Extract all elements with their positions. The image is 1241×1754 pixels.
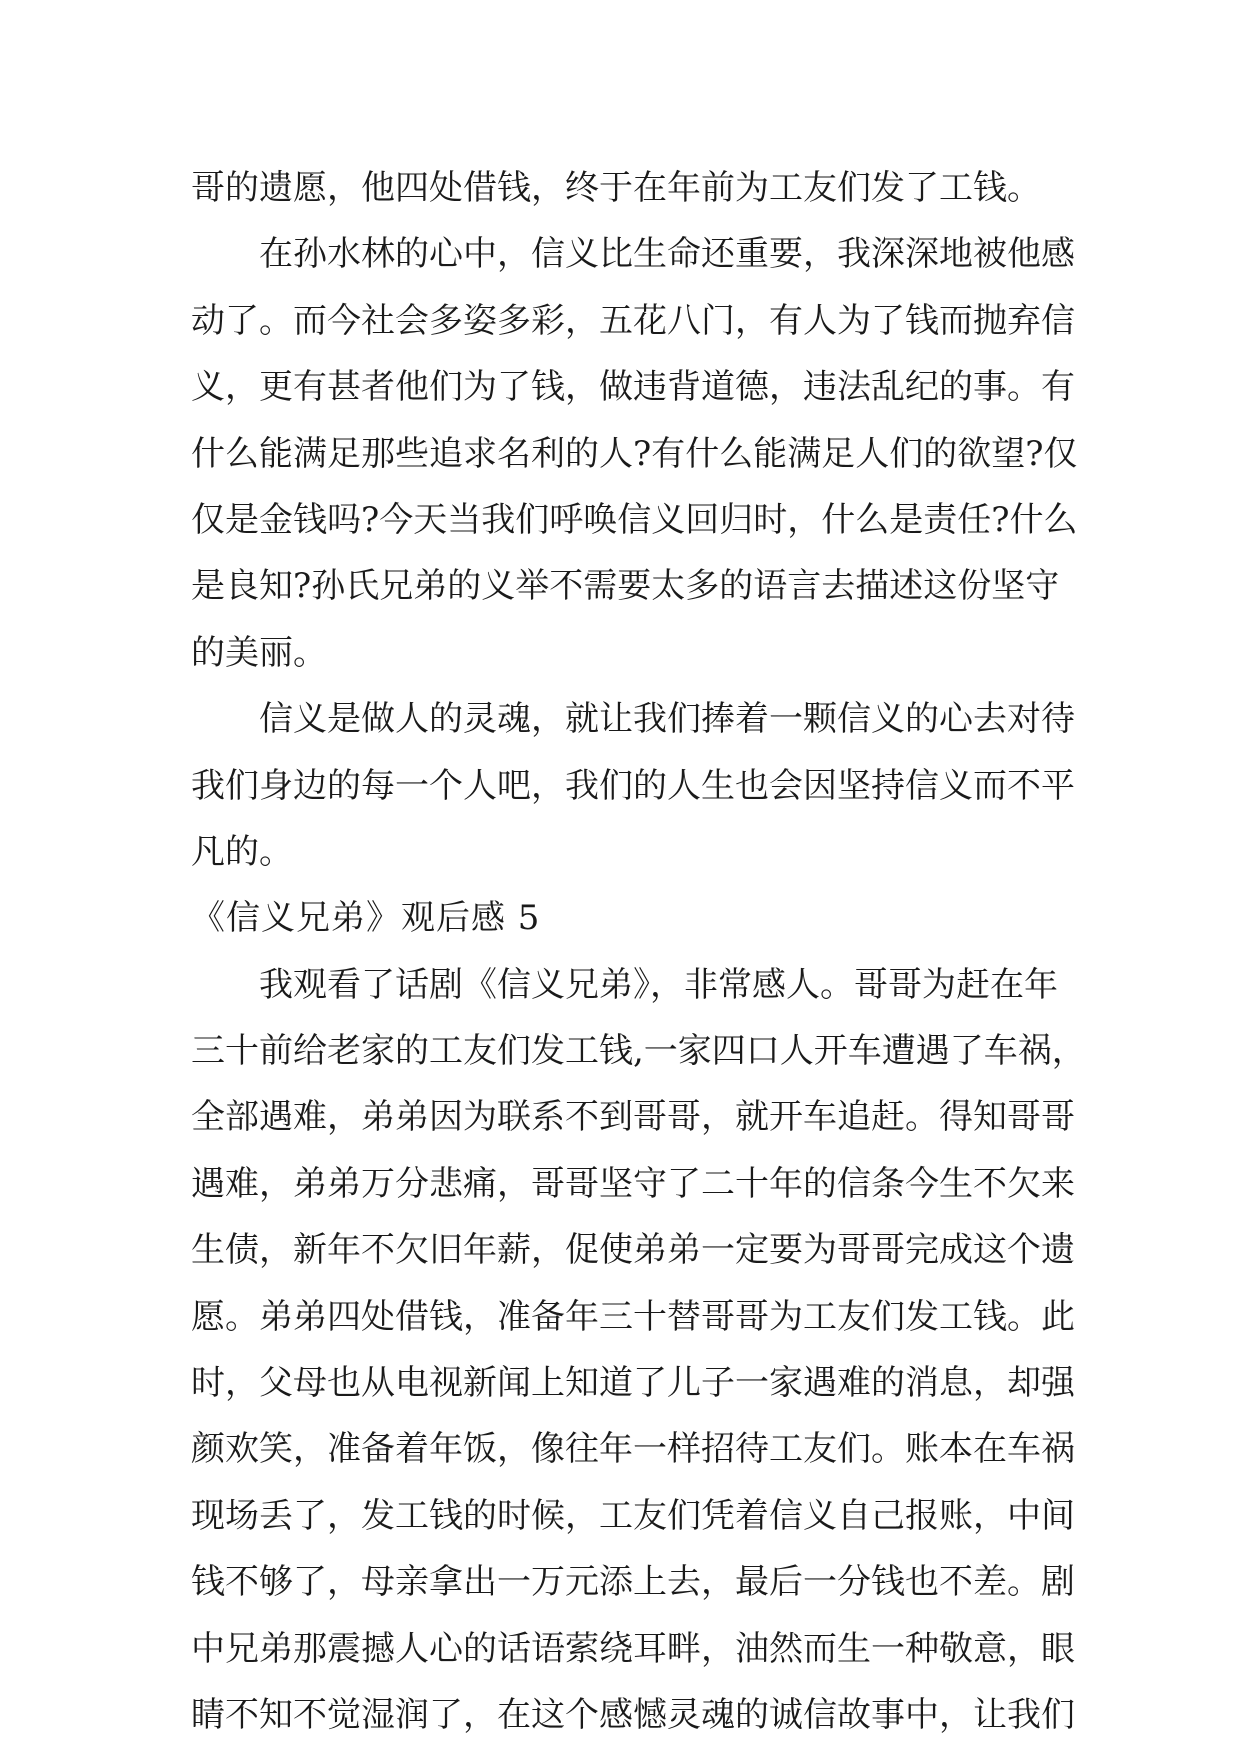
text-line: 生债，新年不欠旧年薪，促使弟弟一定要为哥哥完成这个遗 [191, 1230, 1075, 1271]
text-line: 愿。弟弟四处借钱，准备年三十替哥哥为工友们发工钱。此 [191, 1296, 1075, 1337]
text-line: 我们身边的每一个人吧，我们的人生也会因坚持信义而不平 [191, 765, 1075, 806]
section-heading: 《信义兄弟》观后感 5 [191, 898, 541, 939]
text-line: 仅是金钱吗?今天当我们呼唤信义回归时，什么是责任?什么 [191, 499, 1078, 540]
text-line: 现场丢了，发工钱的时候，工友们凭着信义自己报账，中间 [191, 1495, 1075, 1536]
text-line: 钱不够了，母亲拿出一万元添上去，最后一分钱也不差。剧 [191, 1562, 1075, 1603]
text-line: 我观看了话剧《信义兄弟》，非常感人。哥哥为赶在年 [191, 964, 1058, 1005]
text-line: 中兄弟那震撼人心的话语萦绕耳畔，油然而生一种敬意，眼 [191, 1628, 1075, 1669]
text-line: 是良知?孙氏兄弟的义举不需要太多的语言去描述这份坚守 [191, 566, 1060, 607]
text-line: 的美丽。 [191, 632, 327, 673]
text-line: 遇难，弟弟万分悲痛，哥哥坚守了二十年的信条今生不欠来 [191, 1163, 1075, 1204]
text-line: 义，更有甚者他们为了钱，做违背道德，违法乱纪的事。有 [191, 367, 1075, 408]
text-line: 信义是做人的灵魂，就让我们捧着一颗信义的心去对待 [191, 699, 1075, 740]
text-line: 动了。而今社会多姿多彩，五花八门，有人为了钱而抛弃信 [191, 300, 1075, 341]
text-line: 颜欢笑，准备着年饭，像往年一样招待工友们。账本在车祸 [191, 1429, 1075, 1470]
text-line: 时，父母也从电视新闻上知道了儿子一家遇难的消息，却强 [191, 1363, 1075, 1404]
text-line: 三十前给老家的工友们发工钱,一家四口人开车遭遇了车祸， [191, 1031, 1086, 1072]
text-line: 睛不知不觉湿润了，在这个感憾灵魂的诚信故事中，让我们 [191, 1694, 1075, 1735]
document-body [191, 155, 1086, 1748]
text-line: 哥的遗愿，他四处借钱，终于在年前为工友们发了工钱。 [191, 168, 1041, 208]
text-line: 凡的。 [191, 831, 293, 872]
text-line: 什么能满足那些追求名利的人?有什么能满足人们的欲望?仅 [191, 433, 1078, 474]
text-line: 全部遇难，弟弟因为联系不到哥哥，就开车追赶。得知哥哥 [191, 1097, 1075, 1138]
text-line: 在孙水林的心中，信义比生命还重要，我深深地被他感 [191, 234, 1075, 275]
